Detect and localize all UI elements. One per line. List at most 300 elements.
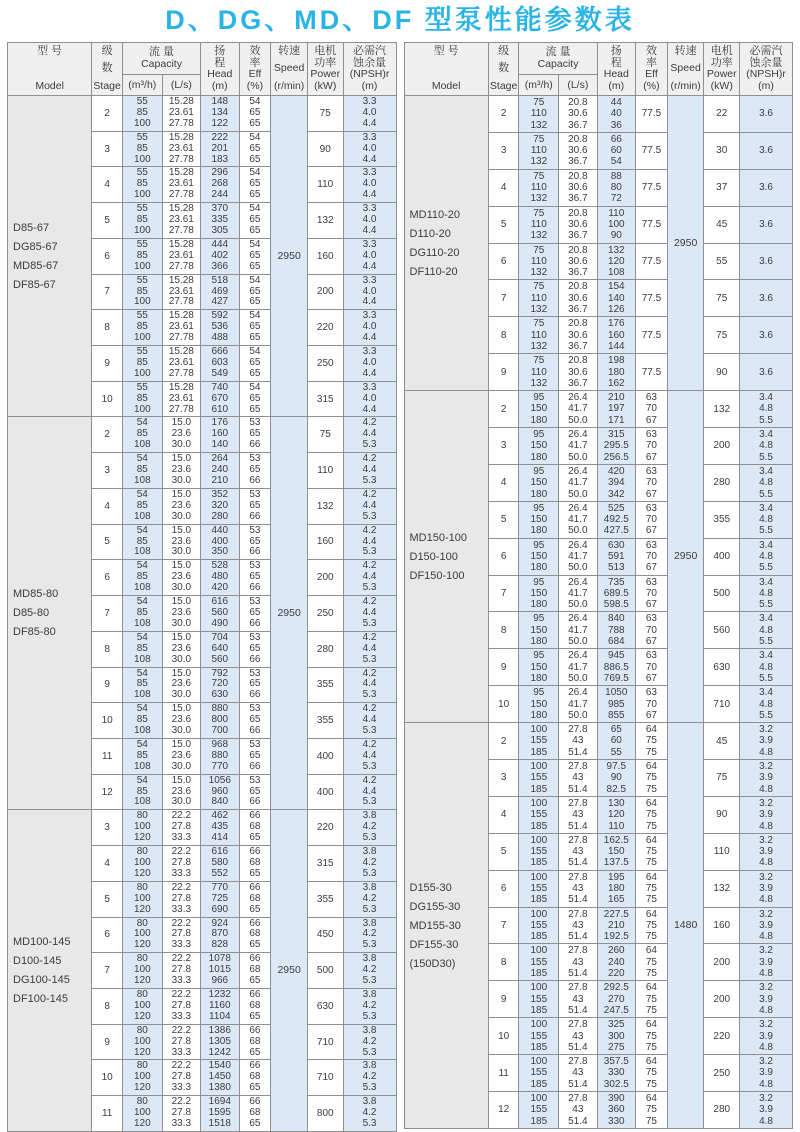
eff-cell: 66 68 65 (239, 1060, 271, 1096)
power-cell: 560 (704, 612, 740, 649)
power-cell: 200 (704, 944, 740, 981)
model-cell (8, 417, 92, 810)
eff-cell: 64 75 75 (636, 870, 668, 907)
npsh-cell: 4.2 4.4 5.3 (343, 703, 396, 739)
power-cell: 75 (704, 317, 740, 354)
npsh-cell: 3.8 4.2 5.3 (343, 881, 396, 917)
capacity-m3h-cell: 95 150 180 (519, 391, 559, 428)
npsh-cell: 4.2 4.4 5.3 (343, 738, 396, 774)
npsh-cell: 3.8 4.2 5.3 (343, 953, 396, 989)
model-cell (404, 391, 488, 723)
power-cell: 110 (704, 833, 740, 870)
npsh-cell: 3.4 4.8 5.5 (740, 538, 793, 575)
npsh-cell: 4.2 4.4 5.3 (343, 774, 396, 810)
eff-cell: 66 68 65 (239, 1096, 271, 1132)
capacity-ls-cell: 27.8 43 51.4 (559, 1092, 597, 1129)
power-cell: 220 (307, 810, 343, 846)
capacity-m3h-cell: 80 100 120 (122, 846, 162, 882)
power-cell: 90 (704, 796, 740, 833)
capacity-ls-cell: 15.28 23.61 27.78 (162, 131, 200, 167)
npsh-cell: 3.2 3.9 4.8 (740, 796, 793, 833)
capacity-ls-cell: 15.0 23.6 30.0 (162, 524, 200, 560)
head-cell: 770 725 690 (201, 881, 239, 917)
head-cell: 210 197 171 (597, 391, 635, 428)
power-cell: 45 (704, 723, 740, 760)
capacity-ls-cell: 15.28 23.61 27.78 (162, 238, 200, 274)
capacity-ls-cell: 15.0 23.6 30.0 (162, 560, 200, 596)
capacity-m3h-cell: 80 100 120 (122, 988, 162, 1024)
head-cell: 44 40 36 (597, 96, 635, 133)
capacity-ls-cell: 15.28 23.61 27.78 (162, 96, 200, 132)
head-cell: 315 295.5 256.5 (597, 428, 635, 465)
stage-cell: 5 (488, 501, 519, 538)
capacity-m3h-cell: 55 85 100 (122, 346, 162, 382)
stage-cell: 6 (92, 560, 123, 596)
head-cell: 195 180 165 (597, 870, 635, 907)
eff-cell: 77.5 (636, 354, 668, 391)
npsh-cell: 3.8 4.2 5.3 (343, 988, 396, 1024)
npsh-cell: 3.8 4.2 5.3 (343, 810, 396, 846)
head-cell: 162.5 150 137.5 (597, 833, 635, 870)
power-cell: 90 (704, 354, 740, 391)
npsh-cell: 4.2 4.4 5.3 (343, 560, 396, 596)
table-header (8, 43, 397, 96)
npsh-cell: 3.6 (740, 96, 793, 133)
eff-cell: 66 68 65 (239, 917, 271, 953)
stage-cell: 10 (92, 703, 123, 739)
npsh-cell: 3.2 3.9 4.8 (740, 833, 793, 870)
capacity-ls-cell: 27.8 43 51.4 (559, 833, 597, 870)
npsh-cell: 4.2 4.4 5.3 (343, 524, 396, 560)
head-cell: 528 480 420 (201, 560, 239, 596)
power-cell: 132 (704, 391, 740, 428)
capacity-m3h-cell: 55 85 100 (122, 131, 162, 167)
power-cell: 710 (307, 1060, 343, 1096)
head-cell: 945 886.5 769.5 (597, 649, 635, 686)
power-cell: 800 (307, 1096, 343, 1132)
head-cell: 97.5 90 82.5 (597, 760, 635, 797)
eff-cell: 63 70 67 (636, 649, 668, 686)
capacity-m3h-cell: 95 150 180 (519, 575, 559, 612)
model-name: D150-100 (409, 550, 458, 563)
head-cell: 592 536 488 (201, 310, 239, 346)
capacity-m3h-cell: 100 155 185 (519, 981, 559, 1018)
stage-cell: 4 (92, 846, 123, 882)
eff-cell: 64 75 75 (636, 1018, 668, 1055)
capacity-ls-cell: 22.2 27.8 33.3 (162, 1024, 200, 1060)
npsh-cell: 3.3 4.0 4.4 (343, 238, 396, 274)
power-cell: 75 (704, 280, 740, 317)
stage-cell: 8 (488, 317, 519, 354)
power-cell: 220 (704, 1018, 740, 1055)
header-head: 扬 程 Head (m) (597, 43, 635, 96)
eff-cell: 77.5 (636, 317, 668, 354)
npsh-cell: 3.8 4.2 5.3 (343, 1096, 396, 1132)
capacity-m3h-cell: 54 85 108 (122, 453, 162, 489)
eff-cell: 77.5 (636, 96, 668, 133)
speed-cell: 2950 (667, 391, 704, 723)
header-model: 型 号 Model (8, 43, 92, 96)
eff-cell: 54 65 65 (239, 167, 271, 203)
capacity-ls-cell: 26.4 41.7 50.0 (559, 391, 597, 428)
model-name: MD85-80 (13, 588, 59, 601)
stage-cell: 2 (488, 391, 519, 428)
page-title: D、DG、MD、DF 型泵性能参数表 (165, 5, 635, 35)
capacity-m3h-cell: 80 100 120 (122, 1096, 162, 1132)
npsh-cell: 4.2 4.4 5.3 (343, 417, 396, 453)
model-name: DF85-67 (13, 278, 56, 291)
capacity-ls-cell: 27.8 43 51.4 (559, 981, 597, 1018)
stage-cell: 6 (488, 538, 519, 575)
power-cell: 37 (704, 169, 740, 206)
stage-cell: 8 (92, 310, 123, 346)
head-cell: 325 300 275 (597, 1018, 635, 1055)
model-name: DF155-30 (409, 938, 459, 951)
model-cell (404, 723, 488, 1129)
eff-cell: 66 68 65 (239, 810, 271, 846)
capacity-m3h-cell: 55 85 100 (122, 274, 162, 310)
eff-cell: 64 75 75 (636, 944, 668, 981)
eff-cell: 64 75 75 (636, 760, 668, 797)
head-cell: 66 60 54 (597, 132, 635, 169)
npsh-cell: 3.3 4.0 4.4 (343, 96, 396, 132)
head-cell: 65 60 55 (597, 723, 635, 760)
eff-cell: 53 65 66 (239, 524, 271, 560)
capacity-ls-cell: 27.8 43 51.4 (559, 1055, 597, 1092)
head-cell: 1078 1015 966 (201, 953, 239, 989)
npsh-cell: 3.4 4.8 5.5 (740, 428, 793, 465)
stage-cell: 3 (92, 810, 123, 846)
npsh-cell: 3.4 4.8 5.5 (740, 501, 793, 538)
power-cell: 250 (307, 596, 343, 632)
stage-cell: 10 (92, 381, 123, 417)
stage-cell: 6 (92, 917, 123, 953)
eff-cell: 54 65 65 (239, 346, 271, 382)
eff-cell: 77.5 (636, 243, 668, 280)
stage-cell: 2 (92, 96, 123, 132)
eff-cell: 54 65 65 (239, 381, 271, 417)
stage-cell: 7 (92, 953, 123, 989)
capacity-m3h-cell: 55 85 100 (122, 167, 162, 203)
model-cell (8, 96, 92, 417)
power-cell: 90 (307, 131, 343, 167)
table-row (404, 391, 793, 428)
head-cell: 1694 1595 1518 (201, 1096, 239, 1132)
head-cell: 176 160 144 (597, 317, 635, 354)
capacity-ls-cell: 27.8 43 51.4 (559, 723, 597, 760)
stage-cell: 6 (488, 243, 519, 280)
capacity-m3h-cell: 95 150 180 (519, 428, 559, 465)
npsh-cell: 3.3 4.0 4.4 (343, 346, 396, 382)
power-cell: 280 (704, 1092, 740, 1129)
table-row (8, 810, 397, 846)
eff-cell: 63 70 67 (636, 428, 668, 465)
capacity-ls-cell: 22.2 27.8 33.3 (162, 988, 200, 1024)
head-cell: 1056 960 840 (201, 774, 239, 810)
head-cell: 148 134 122 (201, 96, 239, 132)
npsh-cell: 3.2 3.9 4.8 (740, 1018, 793, 1055)
capacity-m3h-cell: 100 155 185 (519, 760, 559, 797)
stage-cell: 3 (488, 132, 519, 169)
model-name: D85-67 (13, 221, 50, 234)
capacity-m3h-cell: 54 85 108 (122, 560, 162, 596)
head-cell: 704 640 560 (201, 631, 239, 667)
table-row (8, 96, 397, 132)
power-cell: 30 (704, 132, 740, 169)
header-head: 扬 程 Head (m) (201, 43, 239, 96)
model-name: DF85-80 (13, 626, 56, 639)
power-cell: 500 (704, 575, 740, 612)
head-cell: 1050 985 855 (597, 686, 635, 723)
head-cell: 630 591 513 (597, 538, 635, 575)
capacity-m3h-cell: 80 100 120 (122, 810, 162, 846)
stage-cell: 10 (92, 1060, 123, 1096)
capacity-ls-cell: 22.2 27.8 33.3 (162, 1060, 200, 1096)
header-capacity: 流 量 Capacity (122, 43, 200, 75)
power-cell: 710 (704, 686, 740, 723)
head-cell: 616 560 490 (201, 596, 239, 632)
eff-cell: 53 65 66 (239, 488, 271, 524)
stage-cell: 9 (488, 649, 519, 686)
model-cell (8, 810, 92, 1131)
eff-cell: 64 75 75 (636, 1092, 668, 1129)
power-cell: 450 (307, 917, 343, 953)
capacity-m3h-cell: 54 85 108 (122, 667, 162, 703)
eff-cell: 66 68 65 (239, 988, 271, 1024)
power-cell: 75 (307, 96, 343, 132)
power-cell: 110 (307, 167, 343, 203)
capacity-m3h-cell: 75 110 132 (519, 280, 559, 317)
capacity-m3h-cell: 75 110 132 (519, 132, 559, 169)
npsh-cell: 3.8 4.2 5.3 (343, 917, 396, 953)
model-name: DF110-20 (409, 265, 458, 278)
head-cell: 296 268 244 (201, 167, 239, 203)
eff-cell: 63 70 67 (636, 538, 668, 575)
head-cell: 525 492.5 427.5 (597, 501, 635, 538)
stage-cell: 3 (92, 131, 123, 167)
head-cell: 666 603 549 (201, 346, 239, 382)
capacity-m3h-cell: 95 150 180 (519, 501, 559, 538)
capacity-m3h-cell: 100 155 185 (519, 870, 559, 907)
eff-cell: 66 68 65 (239, 953, 271, 989)
tables-container (0, 42, 800, 1132)
capacity-ls-cell: 26.4 41.7 50.0 (559, 501, 597, 538)
capacity-ls-cell: 22.2 27.8 33.3 (162, 917, 200, 953)
npsh-cell: 3.6 (740, 354, 793, 391)
eff-cell: 53 65 66 (239, 417, 271, 453)
stage-cell: 4 (488, 169, 519, 206)
capacity-m3h-cell: 75 110 132 (519, 354, 559, 391)
capacity-m3h-cell: 54 85 108 (122, 738, 162, 774)
eff-cell: 53 65 66 (239, 560, 271, 596)
model-name: MD110-20 (409, 208, 461, 221)
power-cell: 355 (307, 703, 343, 739)
capacity-ls-cell: 15.0 23.6 30.0 (162, 453, 200, 489)
eff-cell: 64 75 75 (636, 981, 668, 1018)
speed-cell: 1480 (667, 723, 704, 1129)
capacity-m3h-cell: 95 150 180 (519, 612, 559, 649)
head-cell: 840 788 684 (597, 612, 635, 649)
head-cell: 264 240 210 (201, 453, 239, 489)
eff-cell: 54 65 65 (239, 131, 271, 167)
stage-cell: 10 (488, 1018, 519, 1055)
head-cell: 924 870 828 (201, 917, 239, 953)
stage-cell: 10 (488, 686, 519, 723)
capacity-ls-cell: 15.0 23.6 30.0 (162, 488, 200, 524)
npsh-cell: 3.4 4.8 5.5 (740, 464, 793, 501)
head-cell: 1386 1305 1242 (201, 1024, 239, 1060)
power-cell: 132 (704, 870, 740, 907)
npsh-cell: 3.3 4.0 4.4 (343, 310, 396, 346)
head-cell: 420 394 342 (597, 464, 635, 501)
power-cell: 200 (704, 981, 740, 1018)
npsh-cell: 3.3 4.0 4.4 (343, 381, 396, 417)
capacity-ls-cell: 15.0 23.6 30.0 (162, 667, 200, 703)
capacity-ls-cell: 26.4 41.7 50.0 (559, 575, 597, 612)
capacity-ls-cell: 15.28 23.61 27.78 (162, 203, 200, 239)
capacity-ls-cell: 20.8 30.6 36.7 (559, 169, 597, 206)
header-stage: 级 数 Stage (92, 43, 123, 96)
capacity-m3h-cell: 55 85 100 (122, 310, 162, 346)
eff-cell: 54 65 65 (239, 310, 271, 346)
capacity-m3h-cell: 54 85 108 (122, 774, 162, 810)
model-name: MD85-67 (13, 259, 59, 272)
power-cell: 315 (307, 381, 343, 417)
head-cell: 518 469 427 (201, 274, 239, 310)
model-name: DF150-100 (409, 569, 465, 582)
head-cell: 88 80 72 (597, 169, 635, 206)
eff-cell: 63 70 67 (636, 464, 668, 501)
stage-cell: 9 (92, 346, 123, 382)
head-cell: 616 580 552 (201, 846, 239, 882)
head-cell: 444 402 366 (201, 238, 239, 274)
capacity-ls-cell: 15.0 23.6 30.0 (162, 417, 200, 453)
npsh-cell: 3.6 (740, 206, 793, 243)
head-cell: 357.5 330 302.5 (597, 1055, 635, 1092)
speed-cell: 2950 (271, 96, 308, 417)
model-name: DG85-67 (13, 240, 58, 253)
power-cell: 200 (307, 560, 343, 596)
table-row (404, 96, 793, 133)
power-cell: 110 (307, 453, 343, 489)
head-cell: 130 120 110 (597, 796, 635, 833)
capacity-ls-cell: 15.0 23.6 30.0 (162, 703, 200, 739)
power-cell: 160 (704, 907, 740, 944)
header-model: 型 号 Model (404, 43, 488, 96)
npsh-cell: 3.2 3.9 4.8 (740, 760, 793, 797)
header-eff: 效 率 Eff (%) (239, 43, 271, 96)
npsh-cell: 3.8 4.2 5.3 (343, 846, 396, 882)
npsh-cell: 3.8 4.2 5.3 (343, 1024, 396, 1060)
stage-cell: 2 (92, 417, 123, 453)
eff-cell: 53 65 66 (239, 667, 271, 703)
stage-cell: 5 (92, 524, 123, 560)
eff-cell: 77.5 (636, 169, 668, 206)
capacity-m3h-cell: 100 155 185 (519, 1092, 559, 1129)
head-cell: 1540 1450 1380 (201, 1060, 239, 1096)
stage-cell: 9 (488, 981, 519, 1018)
power-cell: 22 (704, 96, 740, 133)
capacity-m3h-cell: 54 85 108 (122, 631, 162, 667)
npsh-cell: 3.2 3.9 4.8 (740, 944, 793, 981)
model-name: MD100-145 (13, 936, 71, 949)
capacity-ls-cell: 22.2 27.8 33.3 (162, 846, 200, 882)
model-name: D100-145 (13, 955, 62, 968)
stage-cell: 4 (92, 488, 123, 524)
head-cell: 260 240 220 (597, 944, 635, 981)
stage-cell: 8 (488, 612, 519, 649)
capacity-ls-cell: 15.0 23.6 30.0 (162, 631, 200, 667)
capacity-ls-cell: 15.0 23.6 30.0 (162, 596, 200, 632)
npsh-cell: 3.4 4.8 5.5 (740, 649, 793, 686)
stage-cell: 9 (92, 667, 123, 703)
head-cell: 352 320 280 (201, 488, 239, 524)
head-cell: 292.5 270 247.5 (597, 981, 635, 1018)
capacity-ls-cell: 27.8 43 51.4 (559, 1018, 597, 1055)
model-name: DF100-145 (13, 993, 69, 1006)
eff-cell: 64 75 75 (636, 907, 668, 944)
npsh-cell: 3.2 3.9 4.8 (740, 907, 793, 944)
head-cell: 792 720 630 (201, 667, 239, 703)
capacity-ls-cell: 27.8 43 51.4 (559, 760, 597, 797)
capacity-m3h-cell: 100 155 185 (519, 907, 559, 944)
power-cell: 630 (307, 988, 343, 1024)
capacity-ls-cell: 26.4 41.7 50.0 (559, 538, 597, 575)
model-name: D85-80 (13, 607, 50, 620)
npsh-cell: 3.2 3.9 4.8 (740, 1092, 793, 1129)
eff-cell: 53 65 66 (239, 631, 271, 667)
capacity-ls-cell: 20.8 30.6 36.7 (559, 132, 597, 169)
power-cell: 315 (307, 846, 343, 882)
npsh-cell: 3.4 4.8 5.5 (740, 686, 793, 723)
power-cell: 250 (307, 346, 343, 382)
header-capacity-unit: (m³/h) (122, 75, 162, 96)
power-cell: 400 (307, 738, 343, 774)
model-name: (150D30) (409, 957, 456, 970)
power-cell: 400 (307, 774, 343, 810)
power-cell: 75 (704, 760, 740, 797)
table-header (404, 43, 793, 96)
capacity-m3h-cell: 80 100 120 (122, 1060, 162, 1096)
model-name: DG110-20 (409, 246, 460, 259)
power-cell: 220 (307, 310, 343, 346)
capacity-ls-cell: 22.2 27.8 33.3 (162, 810, 200, 846)
table-row (404, 723, 793, 760)
stage-cell: 7 (92, 596, 123, 632)
head-cell: 222 201 183 (201, 131, 239, 167)
capacity-ls-cell: 27.8 43 51.4 (559, 796, 597, 833)
stage-cell: 8 (488, 944, 519, 981)
eff-cell: 64 75 75 (636, 723, 668, 760)
capacity-m3h-cell: 54 85 108 (122, 417, 162, 453)
eff-cell: 53 65 66 (239, 596, 271, 632)
eff-cell: 77.5 (636, 280, 668, 317)
head-cell: 440 400 350 (201, 524, 239, 560)
eff-cell: 53 65 66 (239, 774, 271, 810)
stage-cell: 6 (488, 870, 519, 907)
stage-cell: 5 (92, 881, 123, 917)
capacity-ls-cell: 27.8 43 51.4 (559, 870, 597, 907)
npsh-cell: 4.2 4.4 5.3 (343, 667, 396, 703)
power-cell: 75 (307, 417, 343, 453)
eff-cell: 64 75 75 (636, 833, 668, 870)
header-capacity-unit: (L/s) (559, 75, 597, 96)
capacity-m3h-cell: 80 100 120 (122, 1024, 162, 1060)
capacity-ls-cell: 15.0 23.6 30.0 (162, 774, 200, 810)
capacity-ls-cell: 26.4 41.7 50.0 (559, 686, 597, 723)
header-capacity-unit: (m³/h) (519, 75, 559, 96)
capacity-m3h-cell: 80 100 120 (122, 881, 162, 917)
